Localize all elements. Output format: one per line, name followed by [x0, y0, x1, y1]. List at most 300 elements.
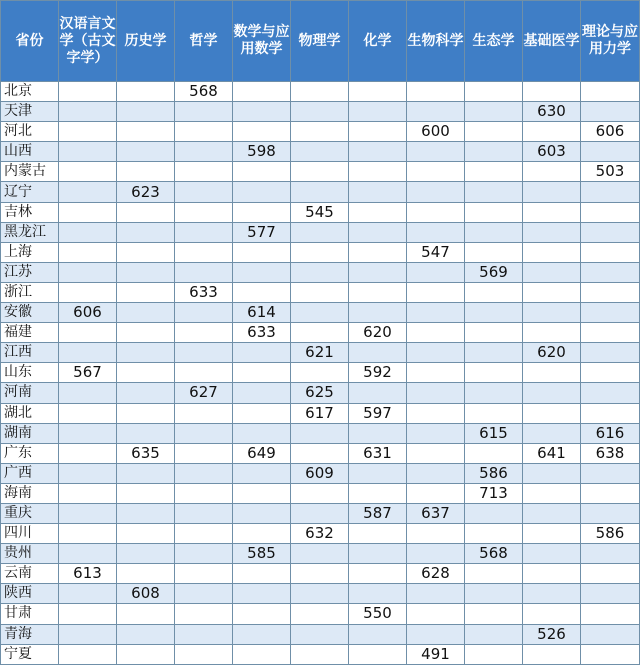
score-cell: [291, 222, 349, 242]
score-cell: [407, 524, 465, 544]
score-cell: [407, 624, 465, 644]
score-cell: [233, 262, 291, 282]
score-cell: [291, 564, 349, 584]
score-cell: 526: [523, 624, 581, 644]
score-cell: [581, 363, 640, 383]
score-cell: [349, 102, 407, 122]
score-cell: 567: [59, 363, 117, 383]
score-cell: [581, 463, 640, 483]
score-cell: 586: [581, 524, 640, 544]
province-cell: 重庆: [1, 503, 59, 523]
score-cell: [465, 624, 523, 644]
score-cell: [523, 383, 581, 403]
score-cell: [233, 604, 291, 624]
score-cell: [349, 423, 407, 443]
score-cell: [465, 584, 523, 604]
score-cell: [59, 463, 117, 483]
score-cell: [523, 524, 581, 544]
score-cell: 641: [523, 443, 581, 463]
score-cell: 615: [465, 423, 523, 443]
score-cell: [349, 343, 407, 363]
province-cell: 吉林: [1, 202, 59, 222]
score-cell: [523, 604, 581, 624]
score-cell: 613: [59, 564, 117, 584]
score-cell: [465, 142, 523, 162]
score-cell: 603: [523, 142, 581, 162]
score-cell: [349, 383, 407, 403]
score-cell: [291, 182, 349, 202]
score-cell: [233, 242, 291, 262]
score-cell: [407, 343, 465, 363]
score-cell: [407, 483, 465, 503]
score-cell: [523, 483, 581, 503]
score-cell: [59, 323, 117, 343]
score-cell: [233, 343, 291, 363]
score-cell: 547: [407, 242, 465, 262]
score-cell: [291, 122, 349, 142]
score-cell: [175, 323, 233, 343]
score-cell: [349, 463, 407, 483]
score-cell: 550: [349, 604, 407, 624]
table-row: [1, 403, 640, 423]
score-cell: [349, 262, 407, 282]
province-cell: 浙江: [1, 282, 59, 302]
province-cell: 海南: [1, 483, 59, 503]
column-header-major: 物理学: [291, 1, 349, 82]
score-cell: [59, 182, 117, 202]
score-cell: 587: [349, 503, 407, 523]
score-cell: [465, 162, 523, 182]
column-header-major: 生态学: [465, 1, 523, 82]
province-cell: 江苏: [1, 262, 59, 282]
score-cell: [291, 242, 349, 262]
score-cell: [291, 624, 349, 644]
score-cell: [59, 82, 117, 102]
score-cell: [465, 282, 523, 302]
score-cell: [465, 303, 523, 323]
score-cell: [117, 323, 175, 343]
table-row: [1, 624, 640, 644]
score-cell: 569: [465, 262, 523, 282]
score-cell: [581, 604, 640, 624]
table-row: [1, 483, 640, 503]
score-cell: [117, 242, 175, 262]
column-header-province: 省份: [1, 1, 59, 82]
score-cell: [233, 463, 291, 483]
score-cell: [523, 503, 581, 523]
score-cell: 606: [59, 303, 117, 323]
score-cell: [407, 182, 465, 202]
score-cell: [407, 363, 465, 383]
score-cell: [465, 343, 523, 363]
score-cell: [117, 544, 175, 564]
score-cell: [581, 403, 640, 423]
header-row: [1, 1, 640, 82]
column-header-major: 汉语言文学（古文字学）: [59, 1, 117, 82]
table-row: [1, 142, 640, 162]
score-cell: [407, 323, 465, 343]
score-cell: [581, 383, 640, 403]
score-cell: [291, 584, 349, 604]
table-row: [1, 443, 640, 463]
score-cell: [407, 162, 465, 182]
score-cell: [175, 262, 233, 282]
score-cell: [523, 242, 581, 262]
score-cell: [349, 122, 407, 142]
score-cell: [233, 383, 291, 403]
score-cell: [175, 503, 233, 523]
score-cell: [59, 584, 117, 604]
score-cell: [117, 383, 175, 403]
score-cell: [59, 142, 117, 162]
province-cell: 黑龙江: [1, 222, 59, 242]
province-cell: 宁夏: [1, 644, 59, 664]
score-cell: [59, 644, 117, 664]
score-cell: [59, 122, 117, 142]
score-cell: [523, 403, 581, 423]
score-cell: [117, 483, 175, 503]
province-cell: 河北: [1, 122, 59, 142]
table-row: [1, 463, 640, 483]
score-cell: [59, 242, 117, 262]
score-cell: [233, 584, 291, 604]
score-cell: [407, 403, 465, 423]
table-row: [1, 323, 640, 343]
score-cell: [407, 262, 465, 282]
score-cell: [117, 524, 175, 544]
score-cell: 577: [233, 222, 291, 242]
score-cell: [175, 584, 233, 604]
score-cell: [233, 624, 291, 644]
score-cell: [349, 282, 407, 302]
score-cell: [581, 644, 640, 664]
score-cell: [59, 544, 117, 564]
score-cell: [349, 303, 407, 323]
column-header-major: 理论与应用力学: [581, 1, 640, 82]
score-cell: [349, 222, 407, 242]
score-cell: [407, 222, 465, 242]
score-cell: 568: [465, 544, 523, 564]
score-cell: [523, 282, 581, 302]
score-cell: [349, 82, 407, 102]
score-cell: 586: [465, 463, 523, 483]
province-cell: 安徽: [1, 303, 59, 323]
score-cell: [581, 624, 640, 644]
score-cell: [291, 282, 349, 302]
score-cell: 491: [407, 644, 465, 664]
score-cell: [117, 202, 175, 222]
score-cell: 633: [175, 282, 233, 302]
score-cell: [233, 483, 291, 503]
score-cell: [291, 82, 349, 102]
score-cell: 598: [233, 142, 291, 162]
province-cell: 陕西: [1, 584, 59, 604]
score-cell: [175, 363, 233, 383]
score-cell: [465, 182, 523, 202]
score-cell: [175, 162, 233, 182]
score-cell: [465, 383, 523, 403]
score-cell: [117, 463, 175, 483]
score-cell: [581, 503, 640, 523]
score-cell: [59, 262, 117, 282]
table-row: [1, 343, 640, 363]
score-cell: [349, 524, 407, 544]
table-row: [1, 524, 640, 544]
score-cell: [175, 222, 233, 242]
score-cell: [407, 463, 465, 483]
score-cell: [349, 142, 407, 162]
score-cell: [291, 102, 349, 122]
table-row: [1, 363, 640, 383]
score-cell: [581, 584, 640, 604]
score-cell: [291, 644, 349, 664]
province-cell: 广东: [1, 443, 59, 463]
score-cell: [523, 584, 581, 604]
score-cell: [581, 142, 640, 162]
table-row: [1, 222, 640, 242]
score-cell: [349, 544, 407, 564]
province-cell: 上海: [1, 242, 59, 262]
score-cell: 623: [117, 182, 175, 202]
score-cell: [233, 564, 291, 584]
score-cell: [407, 142, 465, 162]
score-cell: [465, 443, 523, 463]
score-cell: [175, 604, 233, 624]
province-cell: 湖南: [1, 423, 59, 443]
score-cell: [465, 503, 523, 523]
score-cell: 649: [233, 443, 291, 463]
score-cell: [175, 182, 233, 202]
score-cell: [175, 564, 233, 584]
score-cell: [523, 162, 581, 182]
table-row: [1, 544, 640, 564]
table-row: [1, 584, 640, 604]
province-cell: 四川: [1, 524, 59, 544]
score-cell: [291, 303, 349, 323]
score-cell: [233, 82, 291, 102]
score-cell: [233, 524, 291, 544]
score-cell: [117, 564, 175, 584]
score-cell: [233, 102, 291, 122]
province-cell: 江西: [1, 343, 59, 363]
score-cell: [59, 443, 117, 463]
score-cell: [523, 323, 581, 343]
score-cell: 609: [291, 463, 349, 483]
table-row: [1, 604, 640, 624]
province-cell: 湖北: [1, 403, 59, 423]
score-cell: [291, 323, 349, 343]
score-cell: [233, 403, 291, 423]
score-cell: [175, 202, 233, 222]
score-cell: [291, 604, 349, 624]
table-row: [1, 262, 640, 282]
score-cell: [117, 142, 175, 162]
score-cell: [117, 403, 175, 423]
score-cell: [581, 82, 640, 102]
score-cell: [117, 82, 175, 102]
table-row: [1, 303, 640, 323]
score-cell: [523, 222, 581, 242]
score-cell: 568: [175, 82, 233, 102]
score-cell: [581, 242, 640, 262]
score-cell: [291, 142, 349, 162]
province-cell: 山西: [1, 142, 59, 162]
score-cell: 614: [233, 303, 291, 323]
column-header-major: 基础医学: [523, 1, 581, 82]
score-cell: [407, 584, 465, 604]
score-cell: 635: [117, 443, 175, 463]
score-cell: [349, 624, 407, 644]
score-cell: [175, 403, 233, 423]
score-cell: [523, 644, 581, 664]
score-cell: [117, 222, 175, 242]
score-cell: [523, 564, 581, 584]
score-cell: 625: [291, 383, 349, 403]
score-cell: [581, 564, 640, 584]
column-header-major: 历史学: [117, 1, 175, 82]
score-cell: 597: [349, 403, 407, 423]
score-cell: [349, 644, 407, 664]
score-cell: [175, 483, 233, 503]
score-cell: [581, 182, 640, 202]
province-cell: 天津: [1, 102, 59, 122]
score-cell: [175, 122, 233, 142]
table-row: [1, 242, 640, 262]
score-cell: [117, 363, 175, 383]
score-cell: [59, 222, 117, 242]
score-cell: [407, 303, 465, 323]
score-cell: [233, 423, 291, 443]
score-cell: 545: [291, 202, 349, 222]
score-cell: [59, 624, 117, 644]
score-cell: 631: [349, 443, 407, 463]
score-cell: [465, 82, 523, 102]
score-cell: [407, 102, 465, 122]
score-cell: [523, 82, 581, 102]
score-cell: [581, 544, 640, 564]
score-cell: [581, 282, 640, 302]
score-cell: [59, 383, 117, 403]
score-cell: [117, 423, 175, 443]
score-cell: [407, 423, 465, 443]
score-cell: 620: [523, 343, 581, 363]
score-cell: 600: [407, 122, 465, 142]
score-cell: 633: [233, 323, 291, 343]
score-cell: [407, 604, 465, 624]
score-cell: [349, 584, 407, 604]
score-cell: [59, 604, 117, 624]
score-cell: [59, 282, 117, 302]
score-cell: [465, 524, 523, 544]
score-cell: [523, 202, 581, 222]
score-cell: [291, 503, 349, 523]
score-cell: [117, 503, 175, 523]
score-cell: [581, 483, 640, 503]
score-cell: [465, 242, 523, 262]
column-header-major: 化学: [349, 1, 407, 82]
score-cell: [59, 102, 117, 122]
score-cell: [349, 182, 407, 202]
score-cell: [117, 604, 175, 624]
score-cell: [117, 644, 175, 664]
score-cell: [175, 142, 233, 162]
score-cell: 630: [523, 102, 581, 122]
table-row: [1, 202, 640, 222]
province-cell: 山东: [1, 363, 59, 383]
province-cell: 内蒙古: [1, 162, 59, 182]
score-cell: [465, 323, 523, 343]
score-cell: [117, 282, 175, 302]
score-cell: [117, 262, 175, 282]
score-cell: [117, 343, 175, 363]
score-cell: [291, 363, 349, 383]
score-cell: 632: [291, 524, 349, 544]
score-cell: 637: [407, 503, 465, 523]
score-cell: [233, 162, 291, 182]
province-cell: 甘肃: [1, 604, 59, 624]
score-cell: [407, 82, 465, 102]
score-cell: [465, 122, 523, 142]
score-cell: 713: [465, 483, 523, 503]
score-cell: [59, 403, 117, 423]
score-cell: 606: [581, 122, 640, 142]
score-cell: [233, 182, 291, 202]
table-row: [1, 423, 640, 443]
score-cell: [465, 202, 523, 222]
score-cell: 616: [581, 423, 640, 443]
score-cell: [291, 423, 349, 443]
column-header-major: 数学与应用数学: [233, 1, 291, 82]
score-cell: [407, 383, 465, 403]
score-cell: [581, 202, 640, 222]
score-cell: [465, 222, 523, 242]
score-cell: [175, 524, 233, 544]
score-cell: 617: [291, 403, 349, 423]
score-cell: [59, 524, 117, 544]
score-cell: [407, 282, 465, 302]
score-cell: [291, 483, 349, 503]
score-cell: [523, 262, 581, 282]
score-cell: [465, 644, 523, 664]
score-cell: [175, 423, 233, 443]
score-cell: [175, 624, 233, 644]
score-cell: [175, 463, 233, 483]
score-cell: 608: [117, 584, 175, 604]
score-cell: [117, 122, 175, 142]
score-cell: [581, 303, 640, 323]
score-cell: [523, 363, 581, 383]
score-cell: [291, 544, 349, 564]
score-cell: 620: [349, 323, 407, 343]
score-cell: [59, 162, 117, 182]
score-cell: [59, 343, 117, 363]
table-row: [1, 122, 640, 142]
score-cell: [407, 544, 465, 564]
score-cell: [349, 202, 407, 222]
score-cell: [349, 162, 407, 182]
score-cell: 638: [581, 443, 640, 463]
score-cell: [59, 423, 117, 443]
province-cell: 辽宁: [1, 182, 59, 202]
score-cell: [581, 323, 640, 343]
score-cell: [233, 503, 291, 523]
score-cell: [291, 443, 349, 463]
score-cell: [175, 102, 233, 122]
score-cell: 627: [175, 383, 233, 403]
province-cell: 北京: [1, 82, 59, 102]
table-row: [1, 564, 640, 584]
table-row: [1, 383, 640, 403]
